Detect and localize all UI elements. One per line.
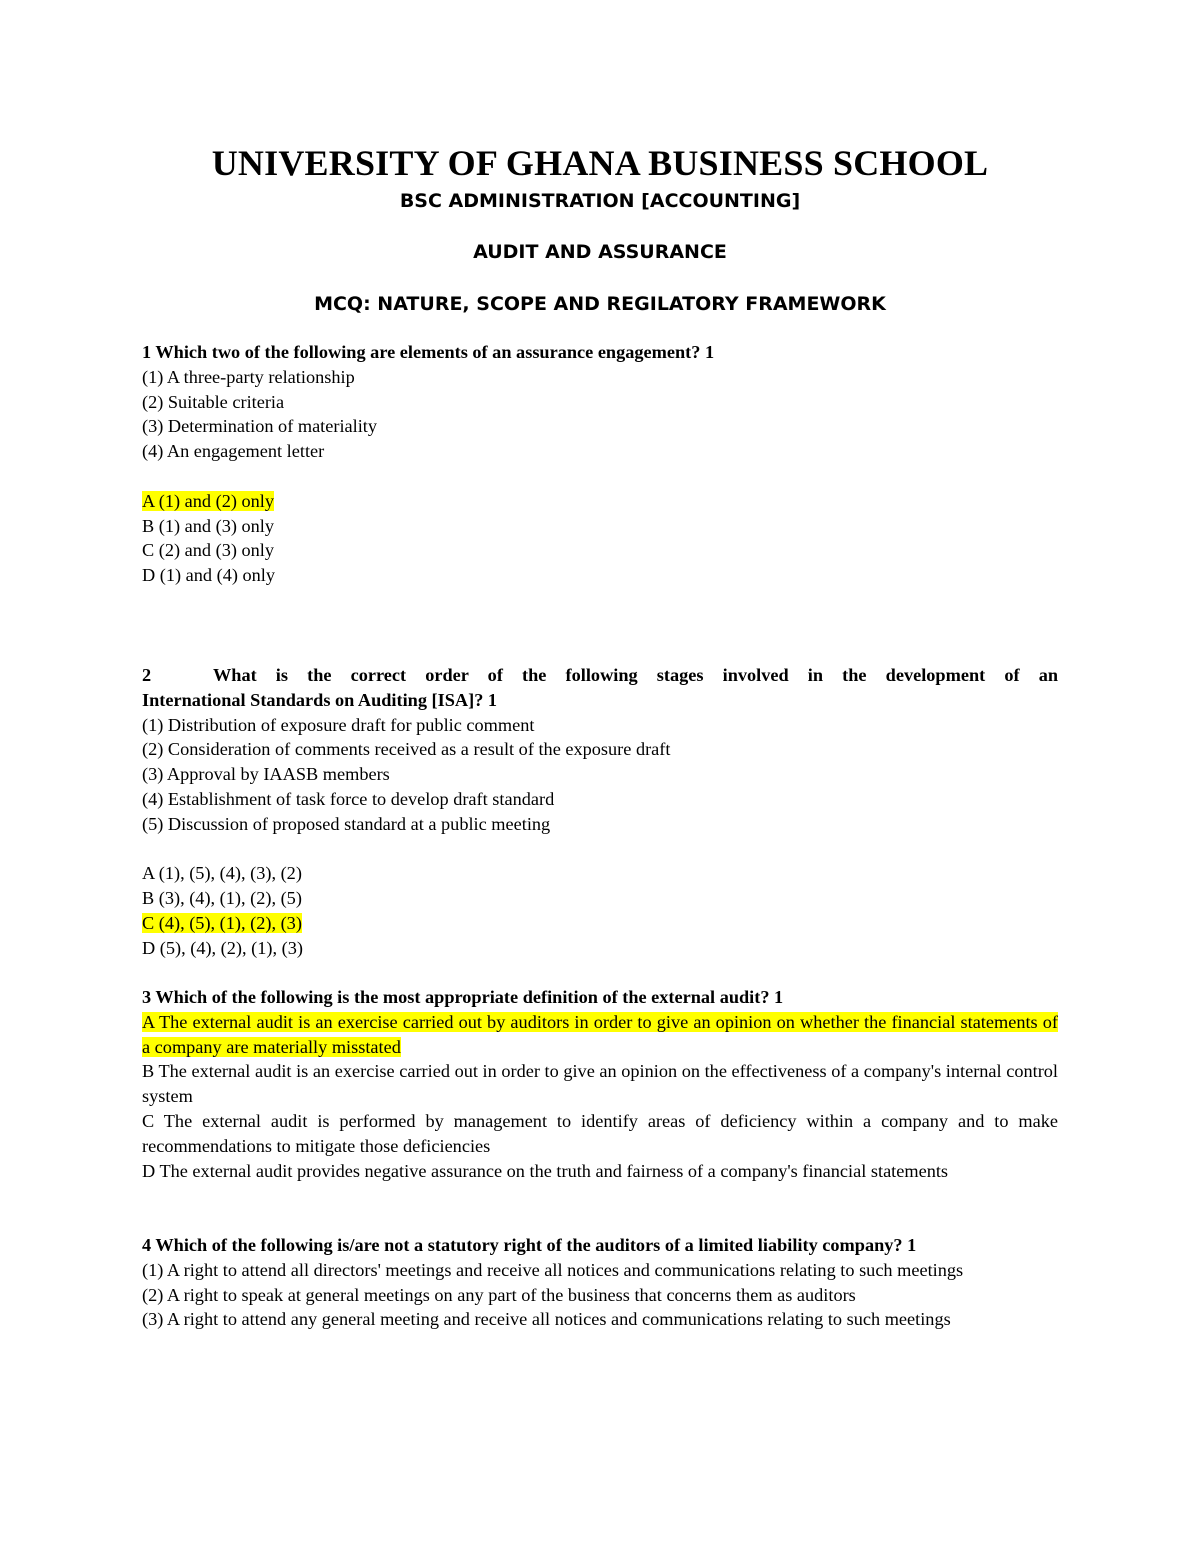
question-1-option-a-highlighted: A (1) and (2) only — [142, 490, 275, 511]
question-2-option-b: B (3), (4), (1), (2), (5) — [142, 888, 302, 909]
question-1-item: (4) An engagement letter — [142, 441, 325, 462]
programme-title: BSC ADMINISTRATION [ACCOUNTING] — [399, 190, 801, 212]
question-2-item: (5) Discussion of proposed standard at a public meeting — [142, 813, 551, 834]
question-1-text: 1 Which two of the following are elements of an assurance engagement? 1 — [142, 342, 715, 362]
question-1-item: (2) Suitable criteria — [142, 391, 285, 412]
question-2-item: (1) Distribution of exposure draft for public comment — [142, 714, 535, 735]
question-4 — [142, 1233, 1058, 1332]
question-3-option-d: D The external audit provides negative assurance on the truth and fairness of a company's financial statements — [142, 1160, 949, 1181]
question-4-text: 4 Which of the following is/are not a statutory right of the auditors of a limited liability company? 1 — [142, 1235, 917, 1255]
question-1-item: (3) Determination of materiality — [142, 416, 378, 437]
question-3-option-a-highlighted: A The external audit is an exercise carried out by auditors in order to give an opinion on whether the financial statements of a company are materially misstated — [142, 1011, 1058, 1057]
question-2-option-a: A (1), (5), (4), (3), (2) — [142, 863, 302, 884]
question-2-option-c-highlighted: C (4), (5), (1), (2), (3) — [142, 912, 302, 933]
question-3-option-c: C The external audit is performed by management to identify areas of deficiency within a company and to make recommendations to mitigate those deficiencies — [142, 1110, 1058, 1156]
question-2-item: (4) Establishment of task force to develop draft standard — [142, 788, 555, 809]
question-2-item: (3) Approval by IAASB members — [142, 764, 390, 785]
question-3-option-b: B The external audit is an exercise carried out in order to give an opinion on the effectiveness of a company's internal control system — [142, 1061, 1058, 1107]
question-2-text: What is the correct order of the following stages involved in the development of an — [213, 665, 1058, 685]
question-4-item: (3) A right to attend any general meeting and receive all notices and communications relating to such meetings — [142, 1309, 951, 1330]
question-4-item: (1) A right to attend all directors' meetings and receive all notices and communications relating to such meetings — [142, 1259, 964, 1280]
question-1-item: (1) A three-party relationship — [142, 366, 355, 387]
question-1-option-c: C (2) and (3) only — [142, 540, 275, 561]
question-3 — [142, 985, 1058, 1183]
question-2-option-d: D (5), (4), (2), (1), (3) — [142, 937, 303, 958]
question-1-option-d: D (1) and (4) only — [142, 565, 276, 586]
topic-title: MCQ: NATURE, SCOPE AND REGILATORY FRAMEWORK — [314, 293, 886, 315]
question-2-number: 2 — [142, 665, 152, 685]
question-1-option-b: B (1) and (3) only — [142, 515, 275, 536]
question-2-text-continued: International Standards on Auditing [ISA]? 1 — [142, 689, 498, 710]
question-2 — [142, 663, 1058, 961]
question-3-text: 3 Which of the following is the most appropriate definition of the external audit? 1 — [142, 987, 784, 1007]
university-title: UNIVERSITY OF GHANA BUSINESS SCHOOL — [211, 143, 989, 183]
question-2-item: (2) Consideration of comments received as a result of the exposure draft — [142, 739, 671, 760]
question-4-item: (2) A right to speak at general meetings on any part of the business that concerns them as auditors — [142, 1284, 856, 1305]
question-1 — [142, 340, 1058, 588]
course-title: AUDIT AND ASSURANCE — [473, 241, 727, 263]
